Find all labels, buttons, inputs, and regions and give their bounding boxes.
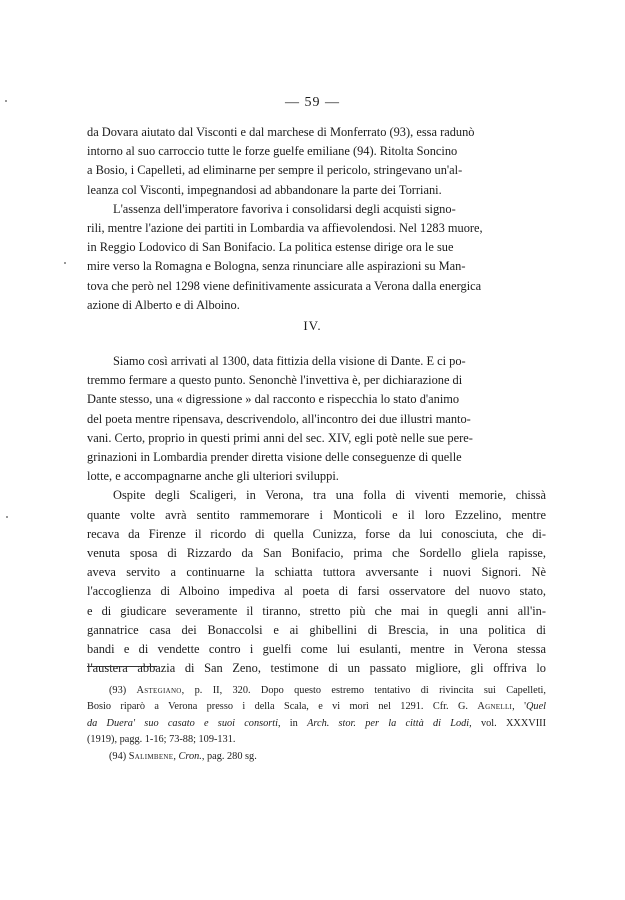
text-line: gannatrice casa dei Bonaccolsi e ai ghibellini di Brescia, in una politica di [87,622,546,637]
paragraph [87,123,546,200]
text-run: , [173,750,179,762]
text-line [87,716,546,732]
text-run: , in [277,717,308,729]
paragraph [87,200,546,315]
text-line: del poeta mentre ripensava, descrivendolo, all'incontro dei due illustri manto- [87,411,471,426]
text-line: intorno al suo carroccio tutte le forze guelfe emiliane (94). Ritolta Soncino [87,144,458,159]
footnotes [87,683,546,765]
work-title: Quel [525,701,546,713]
text-line: lotte, e accompagnarne anche gli ulteriori sviluppi. [87,469,339,484]
text-line: grinazioni in Lombardia prender diretta visione delle conseguenze di quelle [87,450,462,465]
text-line: mire verso la Romagna e Bologna, senza rinunciare alle aspirazioni su Man- [87,259,466,274]
text-block-section-iv [87,352,546,678]
text-run: , vol. XXXVIII [469,717,547,729]
footnote-separator [87,666,157,667]
text-line: (1919), pagg. 1-16; 73-88; 109-131. [87,734,236,746]
text-line: aveva servito a continuarne la schiatta tuttora avversante i nuovi Signori. Nè [87,565,546,580]
scan-speck [64,262,66,264]
text-run: , p. II, 320. Dopo questo estremo tentativo di rivincita sui Capelleti, [181,685,546,696]
text-block-continuation [87,123,546,315]
journal-title: Arch. stor. per la città di Lodi [307,717,470,729]
paragraph [87,486,546,678]
text-line [87,699,546,715]
text-run: , pag. 280 sg. [201,750,257,762]
author-name: Agnelli [477,701,513,713]
text-run: Bosio riparò a Verona presso i della Scala, e vi morì nel 1291. Cfr. G. [87,701,468,713]
section-heading: IV. [303,318,322,333]
text-line: azione di Alberto e di Alboino. [87,297,240,312]
text-line: Ospite degli Scaligeri, in Verona, tra una folla di viventi memorie, chissà [113,488,546,503]
page-number: — 59 — [285,95,340,110]
author-name: Salimbene [128,750,174,762]
text-line: leanza col Visconti, impegnandosi ad abbandonare la parte dei Torriani. [87,182,442,197]
text-line [87,683,546,699]
text-line: in Reggio Lodovico di San Bonifacio. La politica estense dirige ora le sue [87,240,454,255]
text-line: e di giudicare severamente il tiranno, stretto più che mai in quegli anni all'in- [87,603,546,618]
text-line: recava da Firenze il ricordo di quella Cunizza, forse da lui conosciuta, che di- [87,526,546,541]
text-line: quante volte avrà sentito rammemorare i Monticoli e il loro Ezzelino, mentre [87,507,546,522]
text-line: L'assenza dell'imperatore favoriva i consolidarsi degli acquisti signo- [113,201,456,216]
text-line: bandi e di vendette contro i guelfi come lui esulanti, mentre in Verona stessa [87,642,546,657]
text-line: tremmo fermare a questo punto. Senonchè l'invettiva è, per dichiarazione di [87,373,463,388]
work-title: Cron. [178,750,202,762]
author-name: Astegiano [136,685,182,696]
text-line: vani. Certo, proprio in questi primi anni del sec. XIV, egli potè nelle sue pere- [87,430,473,445]
text-line: tova che però nel 1298 viene definitivamente assicurata a Verona dalla energica [87,278,482,293]
text-line: a Bosio, i Capelleti, ad eliminarne per sempre il pericolo, stringevano un'al- [87,163,463,178]
work-title: da Duera' suo casato e suoi consorti [87,717,278,729]
text-line: Dante stesso, una « digressione » dal racconto e rispecchia lo stato d'animo [87,392,460,407]
footnote-number: (93) [109,685,127,696]
paragraph [87,352,546,486]
text-line: l'accoglienza di Alboino impediva al poeta di farsi osservatore del nuovo stato, [87,584,546,599]
text-line: rili, mentre l'azione dei partiti in Lombardia va affievolendosi. Nel 1283 muore, [87,221,483,236]
footnote-94 [87,749,546,765]
footnote-93 [87,683,546,749]
text-line: venuta sposa di Rizzardo da San Bonifacio, prima che Sordello gliela rapisse, [87,546,546,561]
text-line: Siamo così arrivati al 1300, data fittizia della visione di Dante. E ci po- [113,354,466,368]
footnote-number: (94) [109,750,127,762]
scan-speck [5,100,7,102]
text-run: , ' [512,701,526,713]
scan-speck [6,516,8,518]
text-line: l'austera abbazia di San Zeno, testimone di un passato migliore, gli offriva lo [87,661,546,676]
text-line: da Dovara aiutato dal Visconti e dal marchese di Monferrato (93), essa radunò [87,125,475,139]
